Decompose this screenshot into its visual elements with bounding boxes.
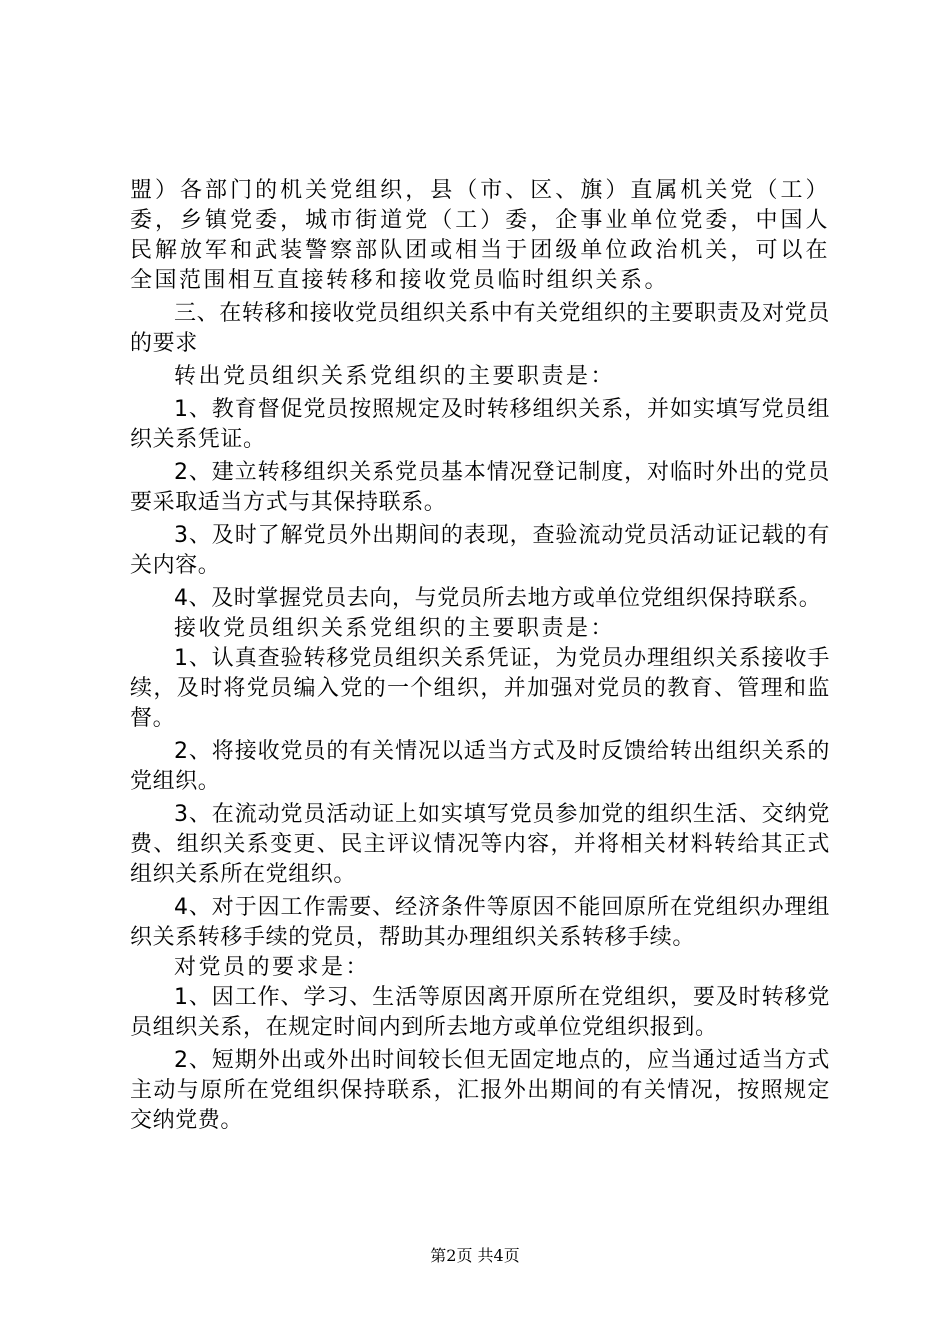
list-item: 1、因工作、学习、生活等原因离开原所在党组织，要及时转移党员组织关系，在规定时间内到所去地方或单位党组织报到。 [130,985,830,1040]
subheading-receiving-duties: 接收党员组织关系党组织的主要职责是： [174,616,616,641]
section-heading: 三、在转移和接收党员组织关系中有关党组织的主要职责及对党员的要求 [130,301,830,356]
page-number-footer: 第2页 共4页 [430,1246,520,1265]
subheading-member-requirements: 对党员的要求是： [174,955,371,980]
list-item: 1、教育督促党员按照规定及时转移组织关系，并如实填写党员组织关系凭证。 [130,397,830,452]
list-item: 3、在流动党员活动证上如实填写党员参加党的组织生活、交纳党费、组织关系变更、民主评议情况等内容，并将相关材料转给其正式组织关系所在党组织。 [130,802,830,887]
list-item: 1、认真查验转移党员组织关系凭证，为党员办理组织关系接收手续，及时将党员编入党的一个组织，并加强对党员的教育、管理和监督。 [130,646,830,731]
list-item: 2、短期外出或外出时间较长但无固定地点的，应当通过适当方式主动与原所在党组织保持联系，汇报外出期间的有关情况，按照规定交纳党费。 [130,1048,830,1133]
list-item: 2、将接收党员的有关情况以适当方式及时反馈给转出组织关系的党组织。 [130,739,830,794]
list-item: 3、及时了解党员外出期间的表现，查验流动党员活动证记载的有关内容。 [130,523,830,578]
list-item: 4、对于因工作需要、经济条件等原因不能回原所在党组织办理组织关系转移手续的党员，帮助其办理组织关系转移手续。 [130,895,830,950]
subheading-transfer-out-duties: 转出党员组织关系党组织的主要职责是： [174,364,616,389]
document-body [130,176,830,1136]
list-item: 4、及时掌握党员去向，与党员所去地方或单位党组织保持联系。 [174,586,822,611]
list-item: 2、建立转移组织关系党员基本情况登记制度，对临时外出的党员要采取适当方式与其保持联系。 [130,460,830,515]
paragraph-continuation: 盟）各部门的机关党组织，县（市、区、旗）直属机关党（工）委，乡镇党委，城市街道党（工）委，企事业单位党委，中国人民解放军和武装警察部队团或相当于团级单位政治机关，可以在全国范围相互直接转移和接收党员临时组织关系。 [130,178,830,293]
